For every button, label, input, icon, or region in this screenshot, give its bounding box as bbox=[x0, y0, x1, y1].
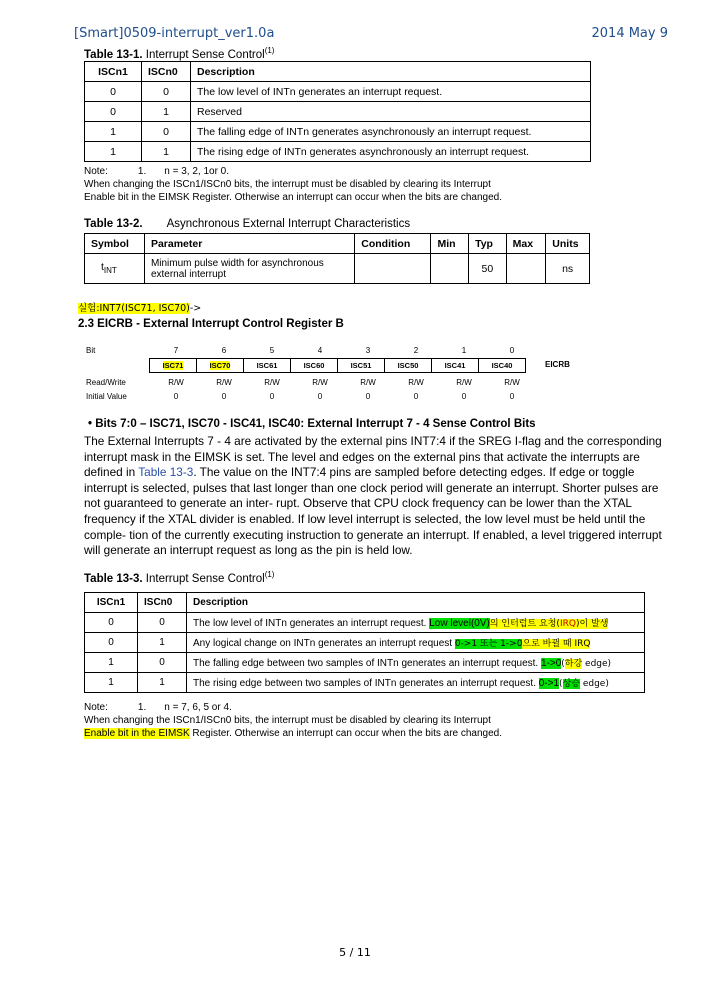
column-header: Max bbox=[506, 234, 546, 254]
table3 bbox=[84, 592, 645, 693]
table-row bbox=[85, 82, 591, 102]
table-cell: The rising edge of INTn generates asynchronously an interrupt request. bbox=[191, 142, 591, 162]
table-cell: The falling edge of INTn generates asynchronously an interrupt request. bbox=[191, 122, 591, 142]
column-header: Description bbox=[191, 62, 591, 82]
table1-note: Note: 1. n = 3, 2, 1or 0. When changing the ISCn1/ISCn0 bits, the interrupt must be disabled by clearing its Interrupt Enable bit in the EIMSK Register. Otherwise an interrupt can occur when the bits are changed. bbox=[84, 166, 503, 203]
table-cell: Any logical change on INTn generates an interrupt request 0->1 또는 1->0으로 바뀔 때 IRQ bbox=[187, 633, 645, 653]
register-field: ISC50 bbox=[385, 359, 432, 372]
table-header-row bbox=[85, 593, 645, 613]
table-row bbox=[85, 613, 645, 633]
units-cell: ns bbox=[546, 254, 590, 284]
table-cell: 1 bbox=[138, 633, 187, 653]
table-cell: 0 bbox=[85, 102, 142, 122]
parameter-cell: Minimum pulse width for asynchronous external interrupt bbox=[144, 254, 354, 284]
table-cell: 1 bbox=[85, 653, 138, 673]
table1-caption: Table 13-1. Interrupt Sense Control$^{(1)}$ bbox=[84, 46, 275, 61]
table-cell: 0 bbox=[85, 633, 138, 653]
register-field: ISC40 bbox=[491, 361, 513, 370]
page-number: 5 / 11 bbox=[339, 946, 371, 959]
register-init-row: Initial Value 0 0 0 0 0 0 0 0 bbox=[86, 392, 515, 401]
min-cell bbox=[431, 254, 469, 284]
register-field: ISC41 bbox=[432, 359, 479, 372]
document-date: 2014 May 9 bbox=[591, 26, 668, 41]
column-header: Parameter bbox=[144, 234, 354, 254]
table-cell: 0 bbox=[138, 613, 187, 633]
table-cell: 0 bbox=[142, 122, 191, 142]
column-header: ISCn1 bbox=[85, 593, 138, 613]
table-row bbox=[85, 102, 591, 122]
table-cell: The low level of INTn generates an interrupt request. bbox=[191, 82, 591, 102]
register-field: ISC61 bbox=[244, 359, 291, 372]
max-cell bbox=[506, 254, 546, 284]
table-row bbox=[85, 653, 645, 673]
column-header: ISCn0 bbox=[138, 593, 187, 613]
register-field: ISC71 bbox=[150, 359, 197, 372]
document-title: [Smart]0509-interrupt_ver1.0a bbox=[74, 26, 275, 41]
column-header: Condition bbox=[355, 234, 431, 254]
table-header-row bbox=[85, 62, 591, 82]
table-cell: Reserved bbox=[191, 102, 591, 122]
table2 bbox=[84, 233, 590, 284]
column-header: ISCn1 bbox=[85, 62, 142, 82]
condition-cell bbox=[355, 254, 431, 284]
practice-note: 실험:INT7(ISC71, ISC70)-> bbox=[78, 303, 202, 314]
table1 bbox=[84, 61, 591, 162]
table-row bbox=[85, 673, 645, 693]
register-field: ISC60 bbox=[291, 359, 338, 372]
table-cell: The low level of INTn generates an interrupt request. Low level(0V)의 인터럽트 요청(IRQ)이 발생 bbox=[187, 613, 645, 633]
register-bit-row: Bit 7 6 5 4 3 2 1 0 bbox=[86, 346, 515, 355]
table-13-3-link[interactable]: Table 13-3 bbox=[138, 465, 194, 480]
table-row bbox=[85, 142, 591, 162]
table-row bbox=[85, 122, 591, 142]
table-cell: 1 bbox=[85, 142, 142, 162]
table-row bbox=[85, 254, 590, 284]
table3-caption: Table 13-3. Interrupt Sense Control$^{(1)}$ bbox=[84, 570, 275, 585]
typ-cell: 50 bbox=[469, 254, 507, 284]
section-title: 2.3 EICRB - External Interrupt Control Register B bbox=[78, 318, 344, 330]
column-header: Symbol bbox=[85, 234, 145, 254]
symbol-cell: $t_{INT}$ bbox=[85, 254, 145, 284]
table-cell: 0 bbox=[142, 82, 191, 102]
table2-caption: Table 13-2. Asynchronous External Interrupt Characteristics bbox=[84, 218, 411, 230]
table-cell: 1 bbox=[85, 673, 138, 693]
register-rw-row: Read/Write R/W R/W R/W R/W R/W R/W R/W R/W bbox=[86, 378, 520, 387]
column-header: Typ bbox=[469, 234, 507, 254]
column-header: Description bbox=[187, 593, 645, 613]
register-field-box bbox=[149, 358, 526, 373]
column-header: Units bbox=[546, 234, 590, 254]
register-name: EICRB bbox=[545, 360, 570, 369]
table-cell: 1 bbox=[142, 142, 191, 162]
table-cell: 1 bbox=[85, 122, 142, 142]
table-row bbox=[85, 633, 645, 653]
description-paragraph: The External Interrupts 7 - 4 are activated by the external pins INT7:4 if the SREG I-flag and the corresponding interrupt mask in the EIMSK is set. The level and edges on the external pins that activate the interrupts are defined in Table 13-3. The value on the INT7:4 pins are sampled before detecting edges. If edge or toggle interrupt is selected, pulses that last longer than one clock period will generate an interrupt. Shorter pulses are not guaranteed to generate an inter- rupt. Observe that CPU clock frequency can be lower than the XTAL frequency if the XTAL divider is enabled. If low level interrupt is selected, the low level must be held until the comple- tion of the currently executing instruction to generate an interrupt. If enabled, a level triggered interrupt will generate an interrupt request as long as the pin is held low. bbox=[84, 434, 662, 558]
column-header: ISCn0 bbox=[142, 62, 191, 82]
table-cell: 0 bbox=[138, 653, 187, 673]
table-cell: The rising edge between two samples of INTn generates an interrupt request. 0->1(상승 edge) bbox=[187, 673, 645, 693]
table-cell: 1 bbox=[138, 673, 187, 693]
bits-heading: • Bits 7:0 – ISC71, ISC70 - ISC41, ISC40: External Interrupt 7 - 4 Sense Control Bits bbox=[88, 418, 536, 430]
column-header: Min bbox=[431, 234, 469, 254]
table-cell: The falling edge between two samples of INTn generates an interrupt request. 1->0(하강 edge) bbox=[187, 653, 645, 673]
register-field: ISC51 bbox=[338, 359, 385, 372]
table-header-row bbox=[85, 234, 590, 254]
table3-note: Note: 1. n = 7, 6, 5 or 4. When changing the ISCn1/ISCn0 bits, the interrupt must be disabled by clearing its Interrupt Enable bit in the EIMSK Register. Otherwise an interrupt can occur when the bits are changed. bbox=[84, 702, 503, 739]
table-cell: 0 bbox=[85, 613, 138, 633]
table-cell: 0 bbox=[85, 82, 142, 102]
register-field: ISC70 bbox=[197, 359, 244, 372]
table-cell: 1 bbox=[142, 102, 191, 122]
